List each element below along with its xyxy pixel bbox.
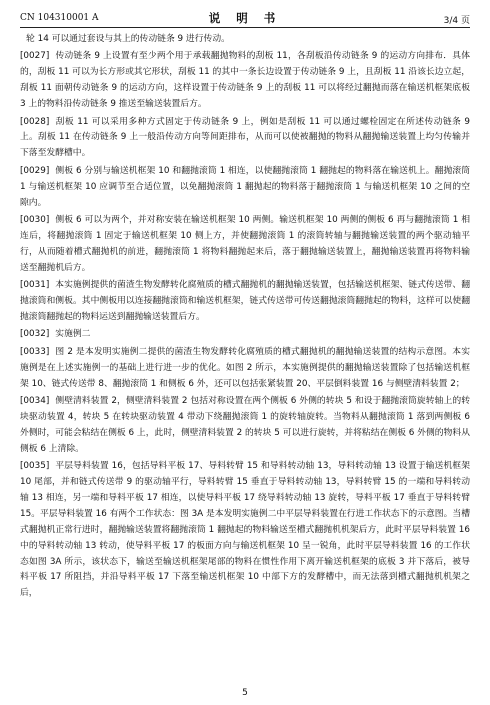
paragraph-number: [0032] — [20, 329, 50, 340]
paragraph — [20, 345, 470, 393]
paragraph-text: 轮 14 可以通过套设与其上的传动链条 9 进行传动。 — [26, 34, 230, 44]
paragraph — [20, 49, 470, 113]
page-header — [20, 6, 470, 28]
paragraph-text: 刮板 11 可以采用多种方式固定于传动链条 9 上，例如是刮板 11 可以通过螺栓固定在所述传动链条 9 上。刮板 11 在传动链条 9 上一般沿传动方向等间距排布，从而可以使被翻抛的物料从翻抛输送装置上均匀传输并下落至发酵槽中。 — [20, 116, 470, 159]
page-number: 5 — [242, 688, 248, 698]
paragraph-text: 侧板 6 可以为两个，并对称安装在输送机框架 10 两侧。输送机框架 10 两侧的侧板 6 再与翻抛滚筒 1 相连后，将翻抛滚筒 1 固定于输送机框架 10 侧上方，并使翻抛滚筒 1 的滚筒转轴与翻抛输送装置的两个驱动轴平行，从而随着槽式翻抛机的前进，翻抛滚筒 1 将物料翻抛起来后，落于翻抛输送装置上，翻抛输送装置再将物料输送至翻抛机后方。 — [20, 214, 470, 273]
page-body — [20, 32, 470, 604]
paragraph-number: [0027] — [20, 51, 50, 62]
paragraph-number: [0033] — [20, 346, 50, 357]
header-divider — [20, 27, 470, 28]
paragraph-number: [0034] — [20, 395, 50, 406]
paragraph-text: 侧板 6 分别与输送机框架 10 和翻抛滚筒 1 相连，以使翻抛滚筒 1 翻抛起的物料落在输送机上。翻抛滚筒 1 与输送机框架 10 应调节至合适位置，以免翻抛滚筒 1 翻抛起的物料落于翻抛滚筒 1 与输送机框架 10 之间的空隙内。 — [20, 165, 470, 208]
paragraph-number: [0029] — [20, 165, 50, 176]
document-title: 说 明 书 — [208, 11, 282, 25]
paragraph — [20, 459, 470, 602]
paragraph — [20, 394, 470, 458]
paragraph-text: 实施例二 — [55, 329, 91, 340]
section-heading — [20, 327, 470, 343]
paragraph-text: 传动链条 9 上设置有至少两个用于承载翻抛物料的刮板 11，各刮板沿传动链条 9 的运动方向排布．具体的，刮板 11 可以为长方形或其它形状，刮板 11 的其中一条长边设置于传动链条 9 上，且刮板 11 沿该长边立起，刮板 11 面朝传动链条 9 的运动方向，这样设置于传动链条 9 上的刮板 11 可以将经过翻抛而落在输送机框架底板 3 上的物料沿传动链条 9 推送至输送装置后方。 — [20, 51, 470, 110]
paragraph — [20, 213, 470, 277]
paragraph-text: 侧壁清料装置 2，侧壁清料装置 2 包括对称设置在两个侧板 6 外侧的转块 5 和设于翻抛滚筒旋转轴上的转块驱动装置 4，转块 5 在转块驱动装置 4 带动下绕翻抛滚筒 1 的旋转轴旋转。当物料从翻抛滚筒 1 落到两侧板 6 外侧时，可能会粘结在侧板 6 上，此时，侧壁清料装置 2 的转块 5 可以进行旋转，并将粘结在侧板 6 外侧的物料从侧板 6 上清除。 — [20, 395, 470, 454]
document-number: CN 104310001 A — [20, 13, 99, 23]
paragraph-number: [0031] — [20, 280, 50, 291]
paragraph — [20, 115, 470, 163]
paragraph-text: 本实施例提供的菌渣生物发酵转化腐殖质的槽式翻抛机的翻抛输送装置，包括输送机框架、链式传送带、翻抛滚筒和侧板。其中侧板用以连接翻抛滚筒和输送机框架，链式传送带可传送翻抛滚筒翻抛起的物料，这样可以使翻抛滚筒翻抛起的物料运送到翻抛输送装置后方。 — [20, 280, 470, 322]
paragraph-number: [0030] — [20, 214, 50, 225]
paragraph-number: [0028] — [20, 116, 50, 127]
page-indicator: 3/4 页 — [443, 16, 470, 26]
paragraph-text: 图 2 是本发明实施例二提供的菌渣生物发酵转化腐殖质的槽式翻抛机的翻抛输送装置的结构示意图。本实施例是在上述实施例一的基础上进行进一步的优化。如图 2 所示，本实施例提供的翻抛输送装置除了包括输送机框架 10、链式传送带 8、翻抛滚筒 1 和侧板 6 外，还可以包括张紧装置 20、平层倒料装置 16 与侧壁清料装置 2； — [20, 346, 470, 389]
paragraph-text: 平层导料装置 16，包括导料平板 17、导料转臂 15 和导料转动轴 13，导料转动轴 13 设置于输送机框架 10 尾部，并和链式传送带 9 的驱动轴平行，导料转臂 15 垂直于导料转动轴 13，导料转臂 15 的一端和导料转动轴 13 相连，另一端和导料平板 17 相连，以使导料平板 17 绕导料转动轴 13 旋转，导料平板 17 垂直于导料转臂 15。平层导料装置 16 有两个工作状态：图 3A 是本发明实施例二中平层导料装置在行进工作状态下的示意图。当槽式翻抛机正常行进时，翻抛输送装置将翻抛滚筒 1 翻抛起的物料输送至槽式翻抛机机架后方，此时平层导料装置 16 中的导料转动轴 13 转动，使导料平板 17 的板面方向与输送机框架 10 呈一锐角，此时平层导料装置 16 的工作状态如图 3A 所示，该状态下，输送至输送机框架尾部的物料在惯性作用下离开输送机框架的底板 3 并下落后，被导料平板 17 所阻挡，并沿导料平板 17 下落至输送机框架 10 中部下方的发酵槽中，而无法落到槽式翻抛机机架之后， — [20, 461, 470, 599]
paragraph-number: [0035] — [20, 461, 50, 472]
paragraph — [20, 278, 470, 326]
paragraph — [20, 32, 470, 48]
paragraph — [20, 164, 470, 212]
